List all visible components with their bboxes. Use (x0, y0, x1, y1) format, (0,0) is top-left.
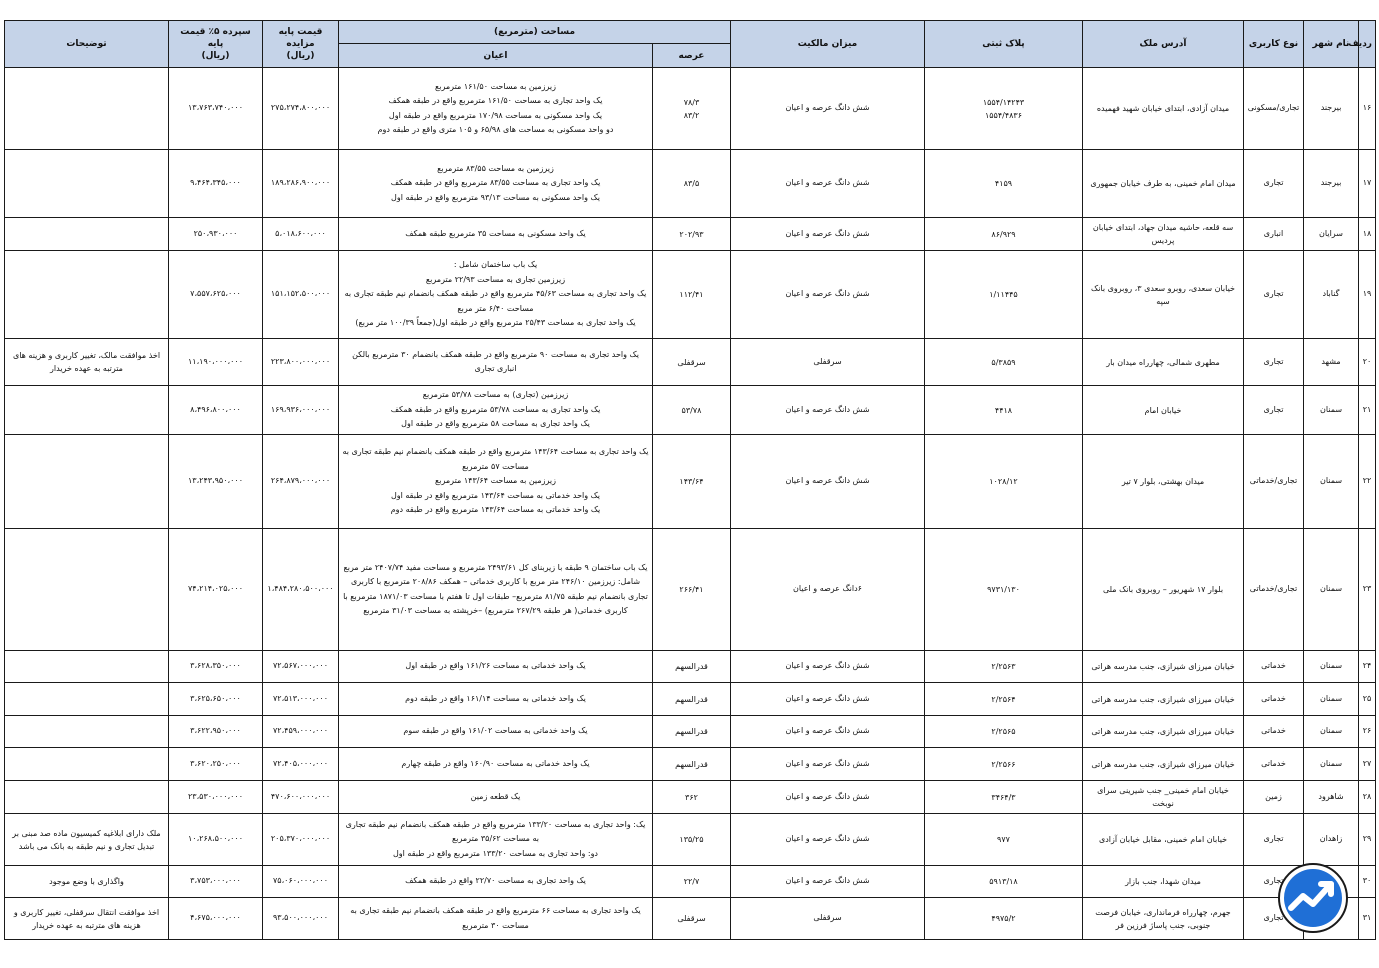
city-cell: گناباد (1304, 251, 1359, 339)
arse-cell: ۲۲/۷ (653, 866, 731, 898)
notes-cell (5, 386, 169, 435)
table-row (5, 68, 1376, 150)
ayan-cell: زیرزمین به مساحت ۸۳/۵۵ مترمربع یک واحد تجاری به مساحت ۸۳/۵۵ مترمربع واقع در طبقه همکف یک واحد مسکونی به مساحت ۹۳/۱۳ مترمربع واقع در طبقه اول (339, 150, 653, 218)
table-body (5, 68, 1376, 940)
price-cell: ۲۰۵،۳۷۰،۰۰۰،۰۰۰ (263, 814, 339, 866)
header-arse: عرصه (653, 44, 731, 68)
price-cell: ۷۵،۰۶۰،۰۰۰،۰۰۰ (263, 866, 339, 898)
usage-cell: خدماتی (1244, 683, 1304, 716)
usage-cell: تجاری (1244, 386, 1304, 435)
header-notes: توضیحات (5, 21, 169, 68)
plak-cell: ۹۷۳۱/۱۳۰ (925, 529, 1083, 651)
notes-cell (5, 529, 169, 651)
address-cell: خیابان امام خمینی، مقابل خیابان آزادی (1083, 814, 1244, 866)
address-cell: میدان آزادی، ابتدای خیابان شهید فهمیده (1083, 68, 1244, 150)
address-cell: خیابان سعدی، روبرو سعدی ۳، روبروی بانک سپه (1083, 251, 1244, 339)
price-cell: ۷۲،۴۰۵،۰۰۰،۰۰۰ (263, 748, 339, 781)
deposit-cell: ۸،۴۹۶،۸۰۰،۰۰۰ (169, 386, 263, 435)
city-cell: بیرجند (1304, 150, 1359, 218)
arse-cell: قدرالسهم (653, 651, 731, 683)
header-price (263, 21, 339, 68)
ayan-cell: یک واحد تجاری به مساحت ۶۶ مترمربع واقع در طبقه همکف بانضمام نیم طبقه تجاری به مساحت ۳۰ مترمربع (339, 898, 653, 940)
arse-cell: ۱۱۲/۴۱ (653, 251, 731, 339)
trend-chart-logo-icon (1277, 862, 1349, 934)
deposit-cell: ۱۳،۲۴۳،۹۵۰،۰۰۰ (169, 435, 263, 529)
deposit-cell: ۲۵۰،۹۳۰،۰۰۰ (169, 218, 263, 251)
notes-cell (5, 651, 169, 683)
ownership-cell: شش دانگ عرصه و اعیان (731, 814, 925, 866)
price-cell: ۲۷۵،۲۷۴،۸۰۰،۰۰۰ (263, 68, 339, 150)
plak-cell: ۳۴۶۴/۳ (925, 781, 1083, 814)
header-price-unit: (ریال) (286, 51, 315, 61)
ownership-cell: شش دانگ عرصه و اعیان (731, 218, 925, 251)
address-cell: میدان امام خمینی، به طرف خیابان جمهوری (1083, 150, 1244, 218)
usage-cell: تجاری/خدماتی (1244, 529, 1304, 651)
deposit-cell: ۳،۶۲۰،۲۵۰،۰۰۰ (169, 748, 263, 781)
ownership-cell: سرقفلی (731, 339, 925, 386)
plak-cell: ۲/۲۵۶۵ (925, 716, 1083, 748)
ownership-cell: شش دانگ عرصه و اعیان (731, 748, 925, 781)
table-row (5, 386, 1376, 435)
deposit-cell: ۳،۶۲۵،۶۵۰،۰۰۰ (169, 683, 263, 716)
table-row (5, 435, 1376, 529)
plak-cell: ۵/۳۸۵۹ (925, 339, 1083, 386)
notes-cell (5, 150, 169, 218)
deposit-cell: ۹،۴۶۴،۳۴۵،۰۰۰ (169, 150, 263, 218)
arse-cell: قدرالسهم (653, 716, 731, 748)
table-row (5, 716, 1376, 748)
row-number: ۲۲ (1359, 435, 1376, 529)
ownership-cell: شش دانگ عرصه و اعیان (731, 435, 925, 529)
row-number: ۲۹ (1359, 814, 1376, 866)
price-cell: ۷۲،۵۶۷،۰۰۰،۰۰۰ (263, 651, 339, 683)
arse-cell: سرقفلی (653, 898, 731, 940)
address-cell: خیابان امام (1083, 386, 1244, 435)
usage-cell: انباری (1244, 218, 1304, 251)
ayan-cell: یک واحد تجاری به مساحت ۲۲/۷۰ واقع در طبقه همکف (339, 866, 653, 898)
auction-table (4, 20, 1376, 940)
row-number: ۱۷ (1359, 150, 1376, 218)
city-cell: سمنان (1304, 435, 1359, 529)
row-number: ۲۸ (1359, 781, 1376, 814)
address-cell: خیابان میرزای شیرازی، جنب مدرسه هراتی (1083, 748, 1244, 781)
usage-cell: خدماتی (1244, 716, 1304, 748)
price-cell: ۱۵۱،۱۵۲،۵۰۰،۰۰۰ (263, 251, 339, 339)
ayan-cell: زیرزمین (تجاری) به مساحت ۵۳/۷۸ مترمربع یک واحد تجاری به مساحت ۵۳/۷۸ مترمربع واقع در طبقه همکف یک واحد تجاری به مساحت ۵۸ مترمربع واقع در طبقه اول (339, 386, 653, 435)
usage-cell: تجاری (1244, 814, 1304, 866)
header-ayan: اعیان (339, 44, 653, 68)
table-row (5, 651, 1376, 683)
plak-cell: ۱/۱۱۴۴۵ (925, 251, 1083, 339)
notes-cell (5, 251, 169, 339)
arse-cell: ۱۳۵/۲۵ (653, 814, 731, 866)
notes-cell: اخذ موافقت مالک، تغییر کاربری و هزینه های مترتبه به عهده خریدار (5, 339, 169, 386)
price-cell: ۲۲۳،۸۰۰،۰۰۰،۰۰۰ (263, 339, 339, 386)
notes-cell (5, 68, 169, 150)
plak-cell: ۴۴۱۸ (925, 386, 1083, 435)
plak-cell: ۴۱۵۹ (925, 150, 1083, 218)
usage-cell: تجاری (1244, 251, 1304, 339)
address-cell: میدان شهدا، جنب بازار (1083, 866, 1244, 898)
table-row (5, 529, 1376, 651)
address-cell: بلوار ۱۷ شهریور – روبروی بانک ملی (1083, 529, 1244, 651)
plak-cell: ۹۷۷ (925, 814, 1083, 866)
deposit-cell: ۲۳،۵۳۰،۰۰۰،۰۰۰ (169, 781, 263, 814)
city-cell: مشهد (1304, 339, 1359, 386)
row-number: ۲۶ (1359, 716, 1376, 748)
header-deposit (169, 21, 263, 68)
notes-cell (5, 748, 169, 781)
address-cell: خیابان امام خمینی_ جنب شیرینی سرای نوبخت (1083, 781, 1244, 814)
ayan-cell: یک باب ساختمان ۹ طبقه با زیربنای کل ۲۴۹۳/۶۱ مترمربع و مساحت مفید ۲۴۰۷/۷۴ متر مربع شامل: زیرزمین ۲۴۶/۱۰ متر مربع با کاربری خدماتی – همکف ۲۰۸/۸۶ مترمربع با کاربری تجاری بانضمام نیم طبقه ۸۱/۷۵ مترمربع– طبقات اول تا هفتم با مساحت ۱۸۷۱/۰۳ مترمربع با کاربری خدماتی( هر طبقه ۲۶۷/۲۹ مترمربع) –خرپشته به مساحت ۳۱/۰۳ مترمربع (339, 529, 653, 651)
ownership-cell: شش دانگ عرصه و اعیان (731, 781, 925, 814)
deposit-cell: ۳،۷۵۳،۰۰۰،۰۰۰ (169, 866, 263, 898)
address-cell: سه قلعه، حاشیه میدان جهاد، ابتدای خیابان پردیس (1083, 218, 1244, 251)
header-area: مساحت (مترمربع) (339, 21, 731, 44)
plak-cell: ۱۰۲۸/۱۲ (925, 435, 1083, 529)
ayan-cell: یک: واحد تجاری به مساحت ۱۳۳/۲۰ مترمربع واقع در طبقه همکف بانضمام نیم طبقه تجاری به مساحت ۳۵/۶۲ مترمربع دو: واحد تجاری به مساحت ۱۳۳/۲۰ مترمربع واقع در طبقه اول (339, 814, 653, 866)
address-cell: خیابان میرزای شیرازی، جنب مدرسه هراتی (1083, 683, 1244, 716)
city-cell: سمنان (1304, 651, 1359, 683)
city-cell: سمنان (1304, 716, 1359, 748)
header-ownership: میزان مالکیت (731, 21, 925, 68)
row-number: ۱۹ (1359, 251, 1376, 339)
ayan-cell: یک واحد خدماتی به مساحت ۱۶۱/۲۶ واقع در طبقه اول (339, 651, 653, 683)
notes-cell (5, 781, 169, 814)
arse-cell: ۱۴۳/۶۴ (653, 435, 731, 529)
price-cell: ۱،۴۸۴،۲۸۰،۵۰۰،۰۰۰ (263, 529, 339, 651)
usage-cell: تجاری (1244, 339, 1304, 386)
ownership-cell: شش دانگ عرصه و اعیان (731, 150, 925, 218)
header-plak: پلاک ثبتی (925, 21, 1083, 68)
price-cell: ۲۶۴،۸۷۹،۰۰۰،۰۰۰ (263, 435, 339, 529)
arse-cell: ۷۸/۳ ۸۳/۲ (653, 68, 731, 150)
city-cell: سمنان (1304, 529, 1359, 651)
plak-cell: ۲/۲۵۶۴ (925, 683, 1083, 716)
price-cell: ۴۷۰،۶۰۰،۰۰۰،۰۰۰ (263, 781, 339, 814)
notes-cell (5, 435, 169, 529)
city-cell: بیرجند (1304, 68, 1359, 150)
address-cell: خیابان میرزای شیرازی، جنب مدرسه هراتی (1083, 716, 1244, 748)
row-number: ۱۸ (1359, 218, 1376, 251)
notes-cell (5, 218, 169, 251)
header-deposit-unit: (ریال) (201, 51, 230, 61)
ownership-cell: شش دانگ عرصه و اعیان (731, 716, 925, 748)
row-number: ۳۰ (1359, 866, 1376, 898)
deposit-cell: ۱۳،۷۶۳،۷۴۰،۰۰۰ (169, 68, 263, 150)
usage-cell: زمین (1244, 781, 1304, 814)
ownership-cell: شش دانگ عرصه و اعیان (731, 683, 925, 716)
ayan-cell: یک واحد تجاری به مساحت ۹۰ مترمربع واقع در طبقه همکف بانضمام ۳۰ مترمربع بالکن انباری تجاری (339, 339, 653, 386)
deposit-cell: ۳،۶۲۲،۹۵۰،۰۰۰ (169, 716, 263, 748)
arse-cell: ۲۶۶/۴۱ (653, 529, 731, 651)
header-address: آدرس ملک (1083, 21, 1244, 68)
address-cell: میدان بهشتی، بلوار ۷ تیر (1083, 435, 1244, 529)
header-radif: ردیف (1359, 21, 1376, 68)
plak-cell: ۲/۲۵۶۶ (925, 748, 1083, 781)
row-number: ۲۱ (1359, 386, 1376, 435)
ayan-cell: زیرزمین به مساحت ۱۶۱/۵۰ مترمربع یک واحد تجاری به مساحت ۱۶۱/۵۰ مترمربع واقع در طبقه همکف یک واحد مسکونی به مساحت ۱۷۰/۹۸ مترمربع واقع در طبقه اول دو واحد مسکونی به مساحت های ۶۵/۹۸ و ۱۰۵ متری واقع در طبقه دوم (339, 68, 653, 150)
address-cell: خیابان میرزای شیرازی، جنب مدرسه هراتی (1083, 651, 1244, 683)
plak-cell: ۴۹۷۵/۲ (925, 898, 1083, 940)
arse-cell: قدرالسهم (653, 748, 731, 781)
row-number: ۲۰ (1359, 339, 1376, 386)
notes-cell: ملک دارای ابلاغیه کمیسیون ماده صد مبنی بر تبدیل تجاری و نیم طبقه به بانک می باشد (5, 814, 169, 866)
usage-cell: تجاری (1244, 866, 1304, 898)
city-cell: سمنان (1304, 683, 1359, 716)
city-cell: سمنان (1304, 748, 1359, 781)
ownership-cell: شش دانگ عرصه و اعیان (731, 866, 925, 898)
table-row (5, 683, 1376, 716)
price-cell: ۷۲،۵۱۳،۰۰۰،۰۰۰ (263, 683, 339, 716)
deposit-cell: ۷۴،۲۱۴،۰۲۵،۰۰۰ (169, 529, 263, 651)
arse-cell: ۸۳/۵ (653, 150, 731, 218)
ayan-cell: یک واحد مسکونی به مساحت ۳۵ مترمربع طبقه همکف (339, 218, 653, 251)
auction-table-page (4, 20, 1375, 940)
ownership-cell: شش دانگ عرصه و اعیان (731, 68, 925, 150)
city-cell: زاهدان (1304, 814, 1359, 866)
ayan-cell: یک قطعه زمین (339, 781, 653, 814)
row-number: ۱۶ (1359, 68, 1376, 150)
notes-cell (5, 716, 169, 748)
table-row (5, 898, 1376, 940)
plak-cell: ۸۶/۹۲۹ (925, 218, 1083, 251)
table-row (5, 781, 1376, 814)
address-cell: مطهری شمالی، چهارراه میدان بار (1083, 339, 1244, 386)
price-cell: ۱۶۹،۹۳۶،۰۰۰،۰۰۰ (263, 386, 339, 435)
usage-cell: خدماتی (1244, 651, 1304, 683)
price-cell: ۵،۰۱۸،۶۰۰،۰۰۰ (263, 218, 339, 251)
deposit-cell: ۷،۵۵۷،۶۲۵،۰۰۰ (169, 251, 263, 339)
ownership-cell: ۶دانگ عرصه و اعیان (731, 529, 925, 651)
table-row (5, 866, 1376, 898)
row-number: ۲۴ (1359, 651, 1376, 683)
arse-cell: قدرالسهم (653, 683, 731, 716)
deposit-cell: ۳،۶۲۸،۳۵۰،۰۰۰ (169, 651, 263, 683)
ayan-cell: یک واحد خدماتی به مساحت ۱۶۱/۰۲ واقع در طبقه سوم (339, 716, 653, 748)
price-cell: ۹۳،۵۰۰،۰۰۰،۰۰۰ (263, 898, 339, 940)
ayan-cell: یک واحد تجاری به مساحت ۱۴۳/۶۴ مترمربع واقع در طبقه همکف بانضمام نیم طبقه تجاری به مساحت ۵۷ مترمربع زیرزمین به مساحت ۱۴۳/۶۴ مترمربع یک واحد خدماتی به مساحت ۱۴۳/۶۴ مترمربع واقع در طبقه اول یک واحد خدماتی به مساحت ۱۴۳/۶۴ مترمربع واقع در طبقه دوم (339, 435, 653, 529)
ownership-cell: شش دانگ عرصه و اعیان (731, 651, 925, 683)
row-number: ۲۵ (1359, 683, 1376, 716)
table-row (5, 339, 1376, 386)
usage-cell: تجاری/خدماتی (1244, 435, 1304, 529)
ayan-cell: یک واحد خدماتی به مساحت ۱۶۱/۱۴ واقع در طبقه دوم (339, 683, 653, 716)
header-deposit-label: سپرده ۵٪ قیمت پایه (180, 27, 251, 49)
table-row (5, 814, 1376, 866)
arse-cell: سرقفلی (653, 339, 731, 386)
city-cell: شاهرود (1304, 781, 1359, 814)
ayan-cell: یک باب ساختمان شامل : زیرزمین تجاری به مساحت ۲۲/۹۳ مترمربع یک واحد تجاری به مساحت ۴۵/۶۳ مترمربع واقع در طبقه همکف بانضمام نیم طبقه تجاری به مساحت ۶/۴۰ متر مربع یک واحد تجاری به مساحت ۲۵/۴۳ مترمربع واقع در طبقه اول(جمعاً ۱۰۰/۳۹ متر مربع) (339, 251, 653, 339)
ownership-cell: شش دانگ عرصه و اعیان (731, 386, 925, 435)
usage-cell: تجاری (1244, 150, 1304, 218)
ownership-cell: شش دانگ عرصه و اعیان (731, 251, 925, 339)
usage-cell: خدماتی (1244, 748, 1304, 781)
header-price-label: قیمت پایه مزایده (278, 27, 323, 49)
notes-cell (5, 683, 169, 716)
notes-cell: اخذ موافقت انتقال سرقفلی، تغییر کاربری و هزینه های مترتبه به عهده خریدار (5, 898, 169, 940)
row-number: ۳۱ (1359, 898, 1376, 940)
deposit-cell: ۱۱،۱۹۰،۰۰۰،۰۰۰ (169, 339, 263, 386)
table-row (5, 748, 1376, 781)
arse-cell: ۲۰۲/۹۳ (653, 218, 731, 251)
ayan-cell: یک واحد خدماتی به مساحت ۱۶۰/۹۰ واقع در طبقه چهارم (339, 748, 653, 781)
notes-cell: واگذاری با وضع موجود (5, 866, 169, 898)
table-row (5, 150, 1376, 218)
table-row (5, 218, 1376, 251)
city-cell: سرایان (1304, 218, 1359, 251)
plak-cell: ۱۵۵۴/۱۴۲۴۳ ۱۵۵۴/۴۸۳۶ (925, 68, 1083, 150)
plak-cell: ۵۹۱۳/۱۸ (925, 866, 1083, 898)
table-row (5, 251, 1376, 339)
price-cell: ۷۲،۴۵۹،۰۰۰،۰۰۰ (263, 716, 339, 748)
usage-cell: تجاری/مسکونی (1244, 68, 1304, 150)
header-city: نام شهر (1304, 21, 1359, 68)
city-cell: سمنان (1304, 386, 1359, 435)
header-usage: نوع کاربری (1244, 21, 1304, 68)
plak-cell: ۲/۲۵۶۳ (925, 651, 1083, 683)
row-number: ۲۷ (1359, 748, 1376, 781)
address-cell: جهرم، چهارراه فرمانداری، خیابان فرصت جنوبی، جنب پاساژ فرزین فر (1083, 898, 1244, 940)
deposit-cell: ۴،۶۷۵،۰۰۰،۰۰۰ (169, 898, 263, 940)
row-number: ۲۳ (1359, 529, 1376, 651)
usage-cell: تجاری (1244, 898, 1304, 940)
price-cell: ۱۸۹،۲۸۶،۹۰۰،۰۰۰ (263, 150, 339, 218)
arse-cell: ۵۳/۷۸ (653, 386, 731, 435)
deposit-cell: ۱۰،۲۶۸،۵۰۰،۰۰۰ (169, 814, 263, 866)
ownership-cell: سرقفلی (731, 898, 925, 940)
arse-cell: ۳۶۲ (653, 781, 731, 814)
